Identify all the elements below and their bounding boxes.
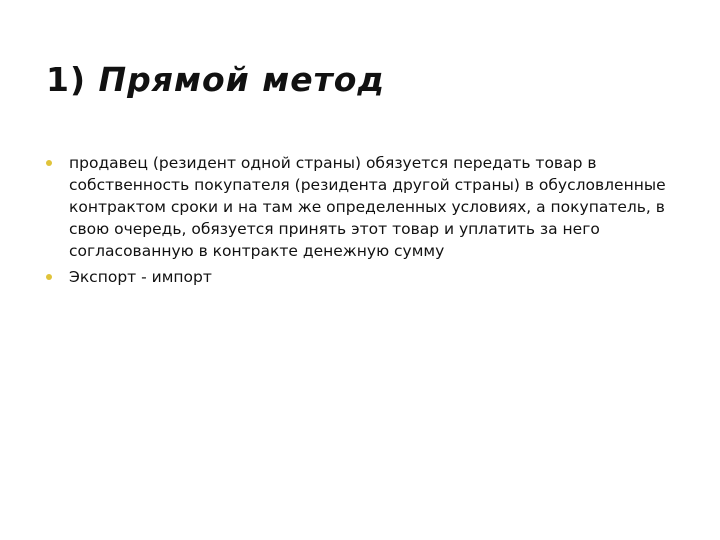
bullet-text: Экспорт - импорт	[69, 268, 212, 286]
title-number: 1)	[46, 60, 87, 99]
bullet-item-export-import	[46, 266, 676, 288]
title-text: Прямой метод	[98, 60, 386, 99]
bullet-item-definition	[46, 152, 676, 262]
bullet-list	[46, 152, 676, 292]
bullet-text: продавец (резидент одной страны) обязуется передать товар в собственность покупателя (резидента другой страны) в обусловленные контрактом сроки и на там же определенных условиях, а покупатель, в свою очередь, обязуется принять этот товар и уплатить за него согласованную в контракте денежную сумму	[69, 154, 666, 260]
bullet-dot-icon	[46, 160, 52, 166]
slide-title	[46, 58, 385, 102]
bullet-dot-icon	[46, 274, 52, 280]
